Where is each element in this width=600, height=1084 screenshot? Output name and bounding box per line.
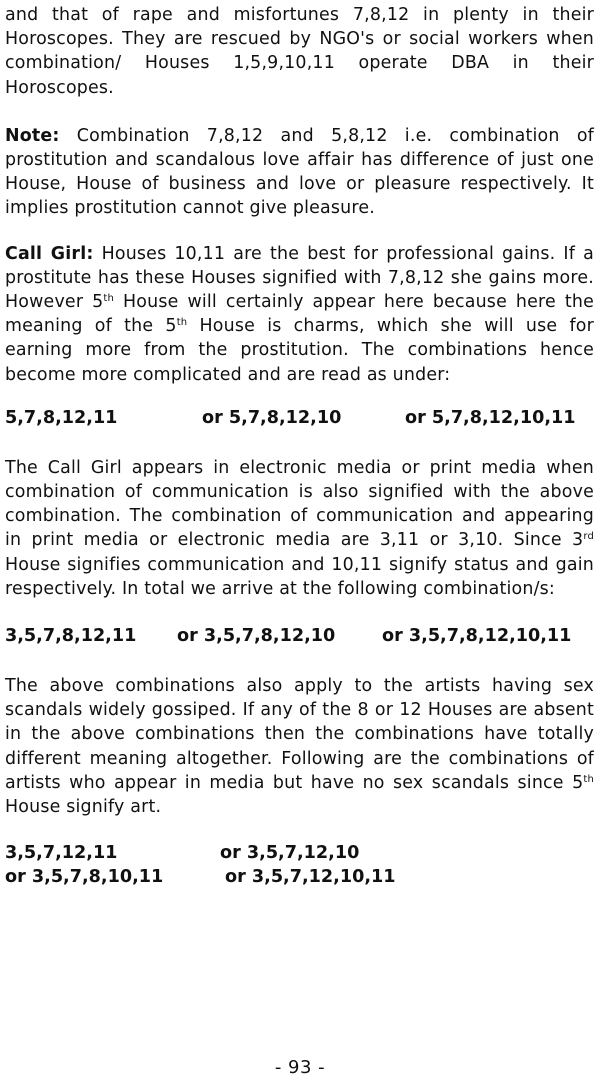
superscript: rd bbox=[583, 531, 594, 543]
paragraph-call-girl bbox=[5, 242, 594, 387]
combination: or 3,5,7,12,10,11 bbox=[225, 867, 396, 888]
superscript: th bbox=[583, 773, 594, 785]
paragraph-text: Combination 7,8,12 and 5,8,12 i.e. combination of prostitution and scandalous love affair has difference of just one House, House of business and love or pleasure respectively. It implies prostitution cannot give pleasure. bbox=[5, 125, 594, 219]
paragraph-text: The Call Girl appears in electronic media or print media when combination of communication is also signified with the above combination. The combination of communication and appearing in print media or electronic media are 3,11 or 3,10. Since 3 bbox=[5, 457, 594, 551]
paragraph-rescue bbox=[5, 3, 594, 100]
combination: or 5,7,8,12,10,11 bbox=[405, 407, 576, 428]
paragraph-media bbox=[5, 456, 594, 601]
combination: or 3,5,7,8,10,11 bbox=[5, 867, 164, 888]
combination-row-1 bbox=[5, 405, 594, 431]
combination: or 3,5,7,8,12,10,11 bbox=[382, 626, 572, 647]
paragraph-text: House signifies communication and 10,11 signify status and gain respectively. In total we arrive at the following combination/s: bbox=[5, 554, 594, 599]
combination: 3,5,7,8,12,11 bbox=[5, 626, 137, 647]
superscript: th bbox=[176, 317, 188, 329]
paragraph-text: The above combinations also apply to the artists having sex scandals widely gossiped. If any of the 8 or 12 Houses are absent in the above combinations then the combinations have totally different meaning altogether. Following are the combinations of artists who appear in media but have no sex scandals since 5 bbox=[5, 676, 594, 793]
combination-row-2 bbox=[5, 623, 594, 649]
paragraph-text: House will certainly appear here because here the meaning of the 5 bbox=[5, 292, 594, 337]
paragraph-text: Houses 10,11 are the best for professional gains. If a prostitute has these Houses signified with 7,8,12 she gains more. However 5 bbox=[5, 243, 594, 313]
page-number: - 93 - bbox=[274, 1057, 326, 1078]
combination-rows-artists bbox=[5, 841, 594, 889]
combination: or 3,5,7,12,10 bbox=[220, 843, 360, 864]
combination: 3,5,7,12,11 bbox=[5, 843, 118, 864]
call-girl-label: Call Girl: bbox=[5, 243, 94, 264]
paragraph-text: and that of rape and misfortunes 7,8,12 in plenty in their Horoscopes. They are rescued by NGO's or social workers when combination/ Houses 1,5,9,10,11 operate DBA in their Horoscopes. bbox=[5, 5, 594, 98]
note-label: Note: bbox=[5, 125, 60, 146]
combination: 5,7,8,12,11 bbox=[5, 407, 118, 428]
superscript: th bbox=[103, 293, 115, 305]
combination: or 3,5,7,8,12,10 bbox=[177, 626, 336, 647]
combination: or 5,7,8,12,10 bbox=[202, 407, 342, 428]
paragraph-note bbox=[5, 124, 594, 221]
paragraph-text: House is charms, which she will use for earning more from the prostitution. The combinations hence become more complicated and are read as under: bbox=[5, 316, 594, 385]
paragraph-text: House signify art. bbox=[5, 797, 162, 818]
paragraph-artists bbox=[5, 674, 594, 819]
